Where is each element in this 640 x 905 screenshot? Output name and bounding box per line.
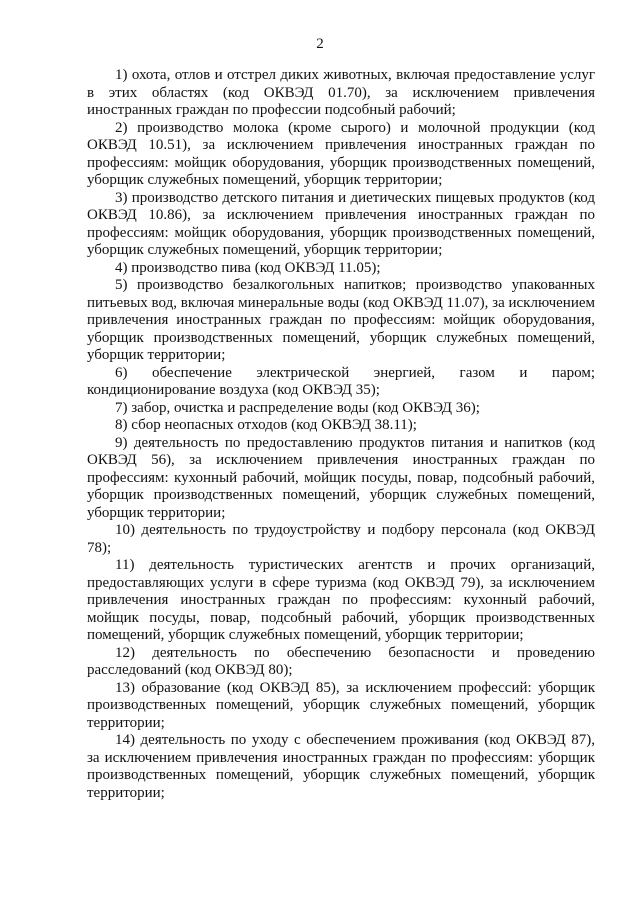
page-number: 2 bbox=[316, 36, 324, 52]
list-item: 10) деятельность по трудоустройству и подбору персонала (код ОКВЭД 78); bbox=[87, 522, 595, 556]
list-item: 3) производство детского питания и диетических пищевых продуктов (код ОКВЭД 10.86), за исключением привлечения иностранных граждан по профессиям: мойщик оборудования, уборщик производственных помещений, уборщик служебных помещений, уборщик территории; bbox=[87, 189, 595, 258]
list-item: 4) производство пива (код ОКВЭД 11.05); bbox=[115, 259, 381, 276]
list-item: 6) обеспечение электрической энергией, газом и паром; кондиционирование воздуха (код ОКВЭД 35); bbox=[87, 364, 595, 398]
list-item: 1) охота, отлов и отстрел диких животных, включая предоставление услуг в этих областях (код ОКВЭД 01.70), за исключением привлечения иностранных граждан по профессии подсобный рабочий; bbox=[87, 67, 595, 118]
list-item: 5) производство безалкогольных напитков; производство упакованных питьевых вод, включая минеральные воды (код ОКВЭД 11.07), за исключением привлечения иностранных граждан по профессиям: мойщик оборудования, уборщик производственных помещений, уборщик служебных помещений, уборщик территории; bbox=[87, 277, 595, 363]
list-item: 11) деятельность туристических агентств и прочих организаций, предоставляющих услуги в сфере туризма (код ОКВЭД 79), за исключением привлечения иностранных граждан по профессиям: кухонный рабочий, мойщик посуды, повар, подсобный рабочий, уборщик производственных помещений, уборщик служебных помещений, уборщик территории; bbox=[87, 557, 595, 643]
list-item: 8) сбор неопасных отходов (код ОКВЭД 38.11); bbox=[115, 417, 417, 433]
list-item: 12) деятельность по обеспечению безопасности и проведению расследований (код ОКВЭД 80); bbox=[87, 644, 595, 678]
list-item: 9) деятельность по предоставлению продуктов питания и напитков (код ОКВЭД 56), за исключением привлечения иностранных граждан по профессиям: кухонный рабочий, мойщик посуды, повар, подсобный рабочий, уборщик производственных помещений, уборщик служебных помещений, уборщик территории; bbox=[87, 434, 595, 521]
list-item: 2) производство молока (кроме сырого) и молочной продукции (код ОКВЭД 10.51), за исключением привлечения иностранных граждан по профессиям: мойщик оборудования, уборщик производственных помещений, уборщик служебных помещений, уборщик территории; bbox=[87, 119, 595, 188]
list-item: 7) забор, очистка и распределение воды (код ОКВЭД 36); bbox=[115, 399, 480, 416]
list-item: 14) деятельность по уходу с обеспечением проживания (код ОКВЭД 87), за исключением привлечения иностранных граждан по профессиям: уборщик производственных помещений, уборщик служебных помещений, уборщик территории; bbox=[87, 732, 595, 801]
document-body bbox=[87, 67, 595, 802]
list-item: 13) образование (код ОКВЭД 85), за исключением профессий: уборщик производственных помещений, уборщик служебных помещений, уборщик территории; bbox=[87, 679, 595, 731]
